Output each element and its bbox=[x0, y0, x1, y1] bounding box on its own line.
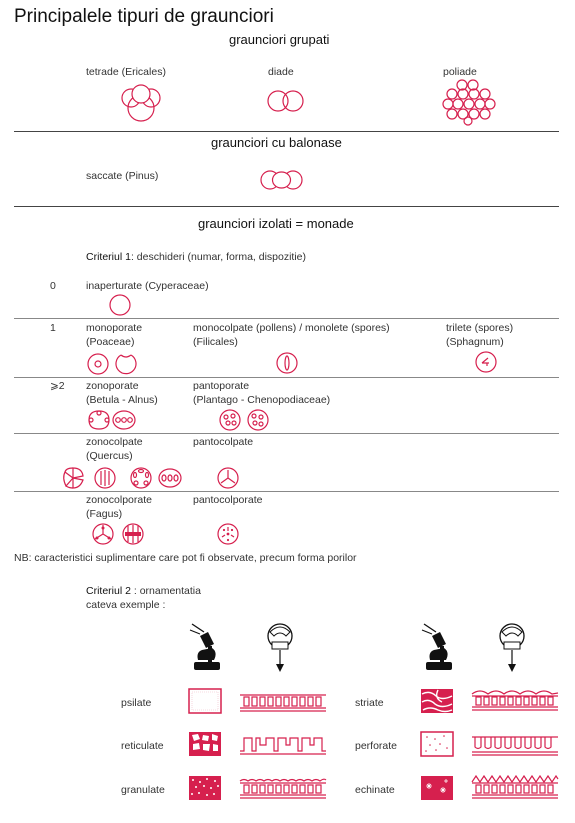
label-zonoporate: zonoporate bbox=[86, 380, 139, 392]
perforate-surface-icon bbox=[420, 731, 454, 757]
section-heading-monade: graunciori izolati = monade bbox=[198, 216, 354, 231]
label-echinate: echinate bbox=[355, 784, 395, 796]
trilete-spore-icon bbox=[474, 350, 498, 374]
zonoporate-side-pollen-icon bbox=[111, 408, 137, 432]
label-granulate: granulate bbox=[121, 784, 165, 796]
label-pantoporate: pantoporate bbox=[193, 380, 250, 392]
label-saccate: saccate (Pinus) bbox=[86, 170, 159, 182]
section-divider bbox=[14, 131, 559, 132]
label-zonocolpate: zonocolpate bbox=[86, 436, 143, 448]
tetrad-pollen-icon bbox=[118, 82, 164, 122]
label-quercus: (Quercus) bbox=[86, 450, 133, 462]
section-heading-grupati: graunciori grupati bbox=[229, 32, 330, 47]
granulate-section-icon bbox=[240, 777, 326, 801]
microscope-icon bbox=[188, 622, 224, 674]
label-plantago: (Plantago - Chenopodiaceae) bbox=[193, 394, 331, 406]
striate-surface-icon bbox=[420, 688, 454, 714]
label-psilate: psilate bbox=[121, 697, 152, 709]
zonocolpate-oval-pollen-icon bbox=[157, 466, 183, 490]
monoporate-pollen-icon bbox=[86, 352, 110, 376]
criteriu2-text: : ornamentatia bbox=[130, 585, 201, 597]
label-striate: striate bbox=[355, 697, 384, 709]
row-number-0: 0 bbox=[50, 280, 56, 292]
label-inaperturate: inaperturate (Cyperaceae) bbox=[86, 280, 209, 292]
saccate-pollen-icon bbox=[260, 168, 304, 192]
monocolpate-pollen-icon bbox=[275, 351, 299, 375]
psilate-surface-icon bbox=[188, 688, 222, 714]
criteriu1-text: : deschideri (numar, forma, dispozitie) bbox=[130, 251, 307, 263]
label-pantocolpate: pantocolpate bbox=[193, 436, 254, 448]
label-filicales: (Filicales) bbox=[193, 336, 238, 348]
label-reticulate: reticulate bbox=[121, 740, 164, 752]
zonocolporate-equatorial-pollen-icon bbox=[120, 522, 146, 546]
monoporate-side-pollen-icon bbox=[113, 352, 139, 376]
zonocolporate-polar-pollen-icon bbox=[90, 522, 116, 546]
label-tetrade: tetrade (Ericales) bbox=[86, 66, 166, 78]
row-divider bbox=[14, 318, 559, 319]
label-diade: diade bbox=[268, 66, 294, 78]
dyad-pollen-icon bbox=[266, 88, 306, 114]
row-divider bbox=[14, 377, 559, 378]
zonoporate-pollen-icon bbox=[86, 408, 112, 432]
criteriu1-label: Criteriul 1 bbox=[86, 251, 131, 263]
pantocolpate-pollen-icon bbox=[215, 466, 241, 490]
label-zonocolporate: zonocolporate bbox=[86, 494, 152, 506]
row-divider bbox=[14, 433, 559, 434]
pollen-section-view-icon bbox=[260, 622, 300, 674]
label-monocolpate: monocolpate (pollens) / monolete (spores) bbox=[193, 322, 390, 334]
perforate-section-icon bbox=[472, 733, 558, 757]
psilate-section-icon bbox=[240, 690, 326, 714]
pollen-section-view-icon bbox=[492, 622, 532, 674]
pantocolporate-pollen-icon bbox=[215, 522, 241, 546]
section-divider bbox=[14, 206, 559, 207]
granulate-surface-icon bbox=[188, 775, 222, 801]
inaperturate-pollen-icon bbox=[108, 293, 132, 317]
criteriu2-subtitle: cateva exemple : bbox=[86, 599, 166, 611]
label-poaceae: (Poaceae) bbox=[86, 336, 135, 348]
reticulate-surface-icon bbox=[188, 731, 222, 757]
nb-note: NB: caracteristici suplimentare care pot fi observate, precum forma porilor bbox=[14, 552, 357, 564]
page-title: Principalele tipuri de graunciori bbox=[14, 6, 274, 27]
label-pantocolporate: pantocolporate bbox=[193, 494, 263, 506]
zonocolpate-ring-pollen-icon bbox=[128, 466, 154, 490]
row-number-2: ⩾2 bbox=[50, 380, 65, 392]
polyad-pollen-icon bbox=[443, 80, 495, 124]
row-divider bbox=[14, 491, 559, 492]
microscope-icon bbox=[420, 622, 456, 674]
echinate-section-icon bbox=[472, 774, 558, 800]
zonocolpate-polar-pollen-icon bbox=[60, 466, 86, 490]
label-perforate: perforate bbox=[355, 740, 398, 752]
striate-section-icon bbox=[472, 687, 558, 713]
section-heading-balonase: graunciori cu balonase bbox=[211, 135, 342, 150]
reticulate-section-icon bbox=[240, 733, 326, 757]
pantoporate-pollen-icon bbox=[217, 408, 243, 432]
label-monoporate: monoporate bbox=[86, 322, 143, 334]
zonocolpate-equatorial-pollen-icon bbox=[92, 466, 118, 490]
criteriu1-line bbox=[86, 251, 306, 263]
echinate-surface-icon bbox=[420, 775, 454, 801]
criteriu2-label: Criteriul 2 bbox=[86, 585, 131, 597]
label-betula-alnus: (Betula - Alnus) bbox=[86, 394, 158, 406]
row-number-1: 1 bbox=[50, 322, 56, 334]
label-sphagnum: (Sphagnum) bbox=[446, 336, 504, 348]
label-fagus: (Fagus) bbox=[86, 508, 123, 520]
label-trilete: trilete (spores) bbox=[446, 322, 514, 334]
criteriu2-line bbox=[86, 585, 201, 597]
pantoporate-alt-pollen-icon bbox=[245, 408, 271, 432]
label-poliade: poliade bbox=[443, 66, 477, 78]
